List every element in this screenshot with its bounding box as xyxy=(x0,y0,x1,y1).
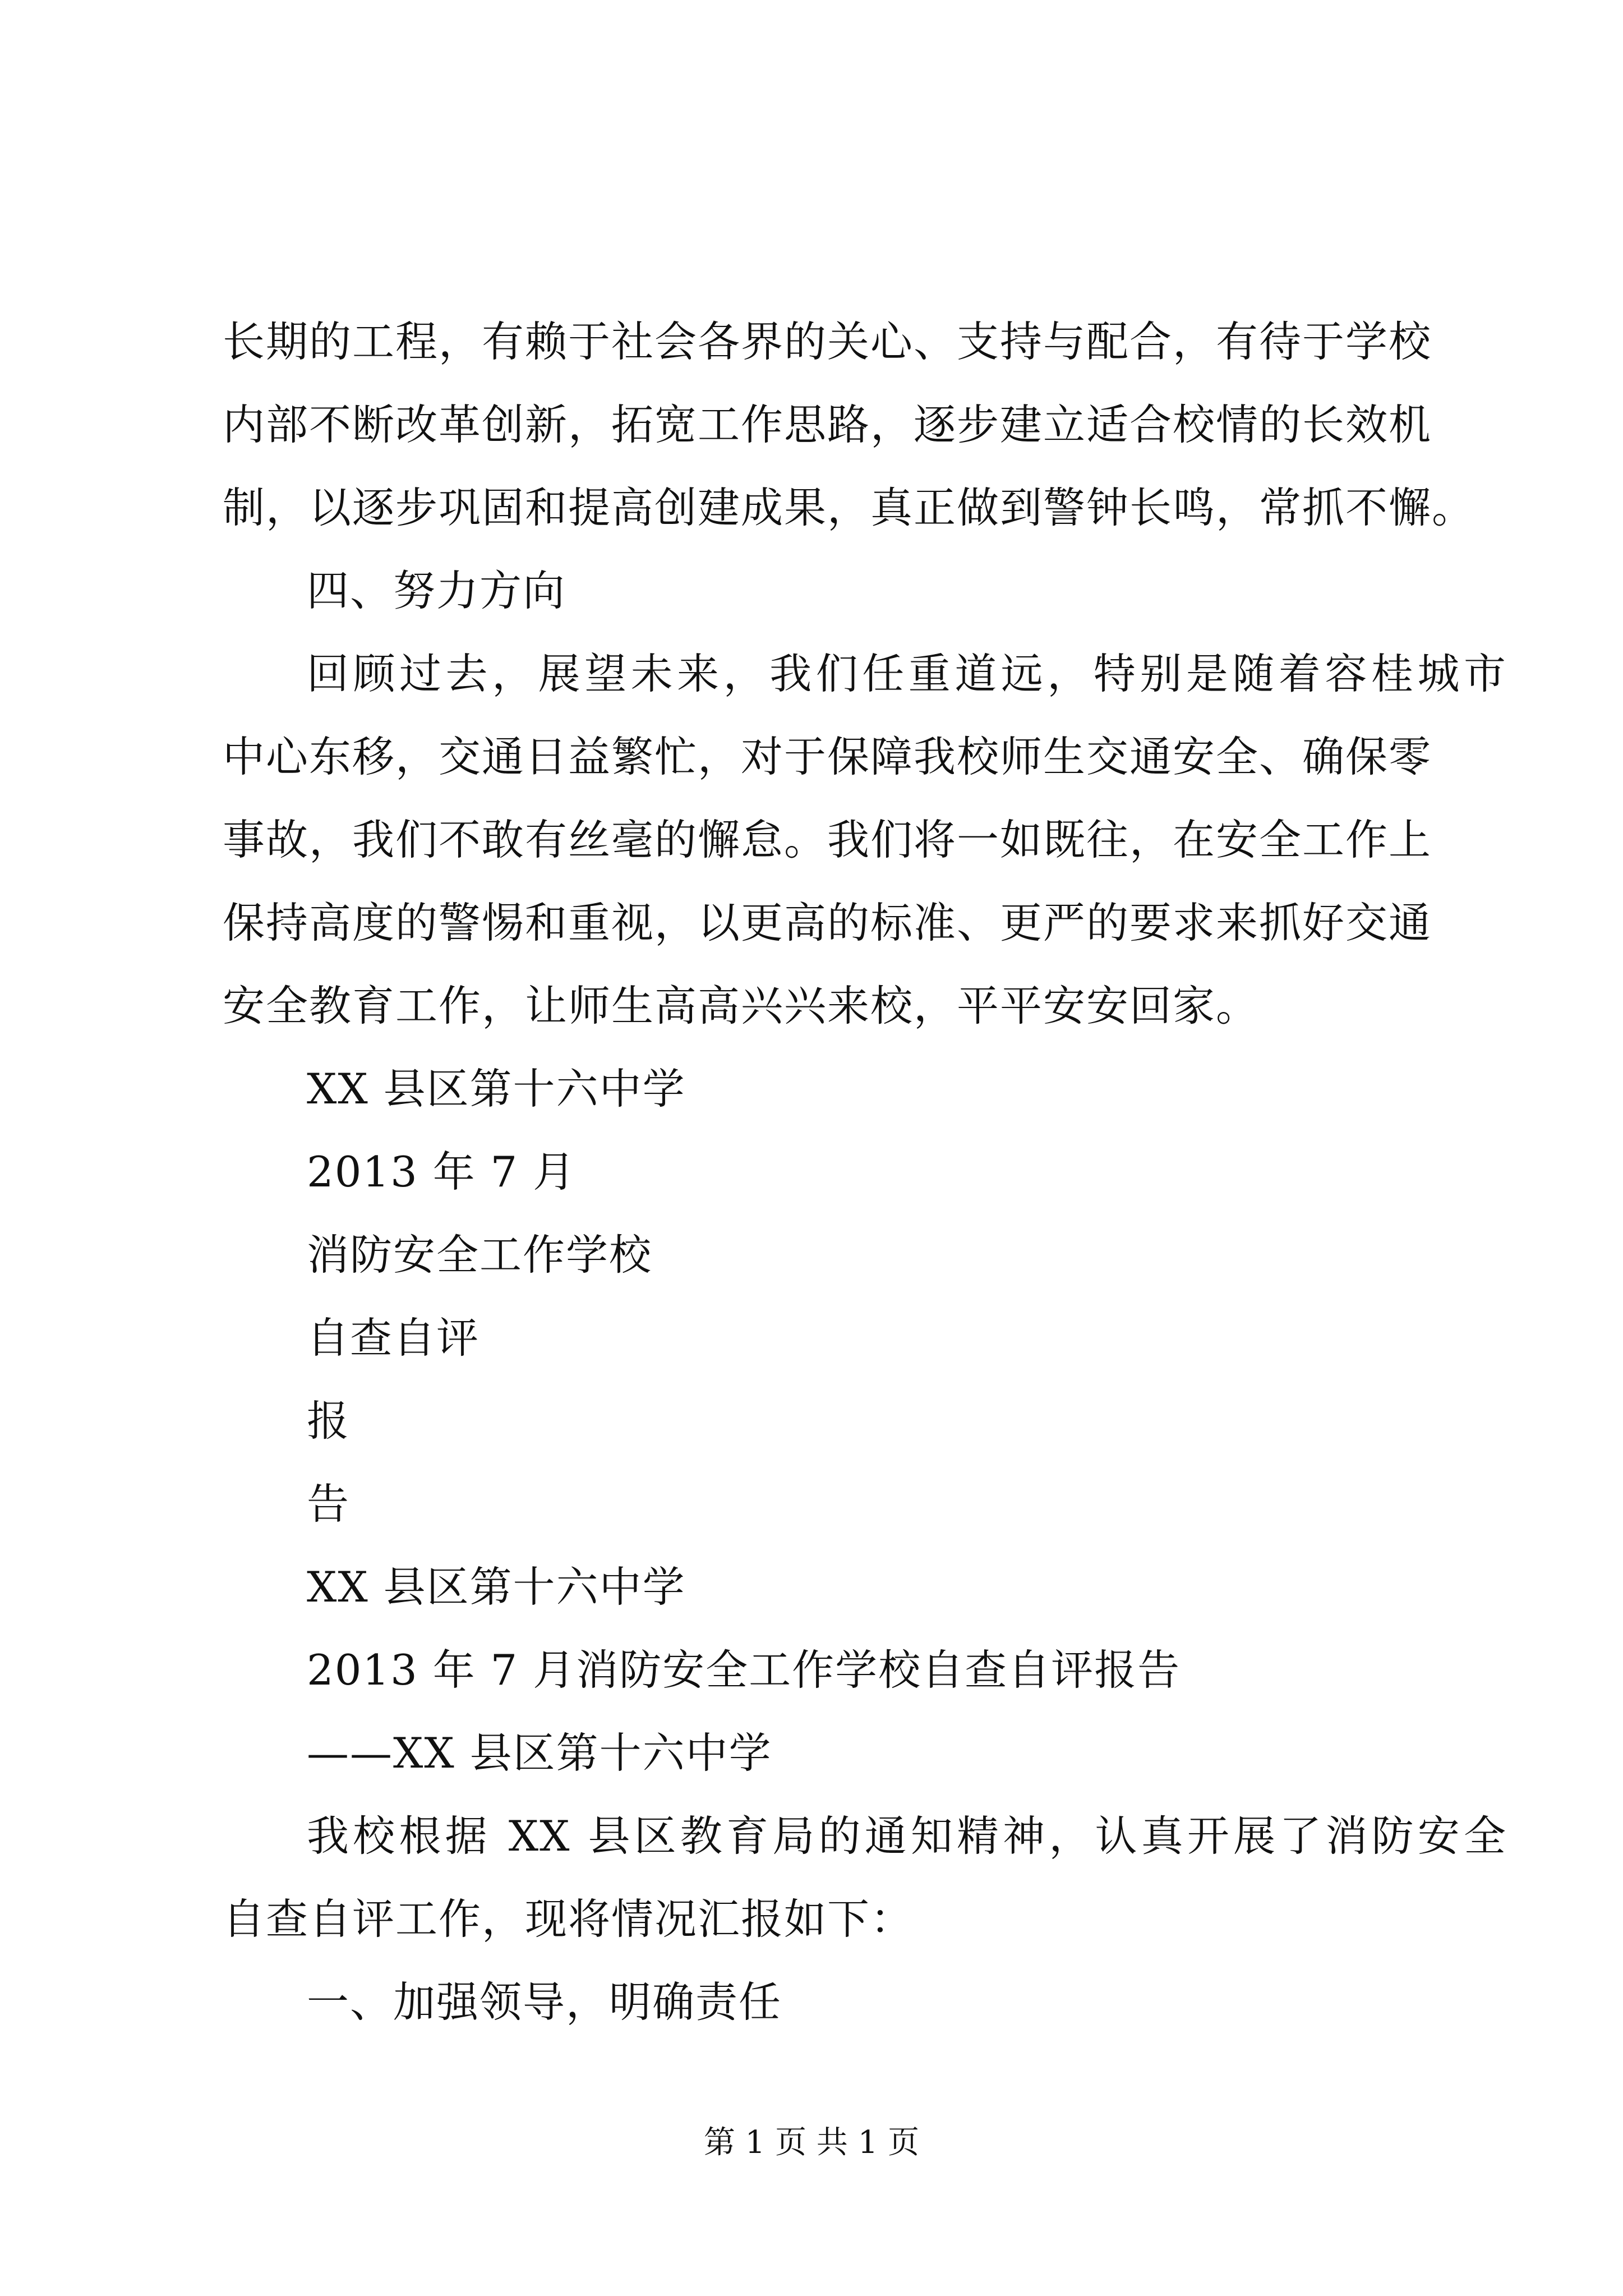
text-line: XX 县区第十六中学 xyxy=(307,1064,686,1114)
text-line: XX 县区第十六中学 xyxy=(307,1562,686,1612)
text-line: 安全教育工作，让师生高高兴兴来校，平平安安回家。 xyxy=(223,981,1260,1030)
text-line: 自查自评 xyxy=(307,1313,480,1363)
text-line: 内部不断改革创新，拓宽工作思路，逐步建立适合校情的长效机 xyxy=(223,400,1432,449)
text-line: 制，以逐步巩固和提高创建成果，真正做到警钟长鸣，常抓不懈。 xyxy=(223,483,1476,532)
text-line: 消防安全工作学校 xyxy=(307,1230,653,1280)
text-line: 报 xyxy=(307,1396,351,1446)
text-line: 四、努力方向 xyxy=(307,566,566,615)
text-line: 中心东移，交通日益繁忙，对于保障我校师生交通安全、确保零 xyxy=(223,732,1432,781)
text-line: 2013 年 7 月消防安全工作学校自查自评报告 xyxy=(307,1645,1181,1695)
text-line: 事故，我们不敢有丝毫的懈怠。我们将一如既往，在安全工作上 xyxy=(223,815,1432,864)
text-line: 一、加强领导，明确责任 xyxy=(307,1977,782,2027)
text-line: 告 xyxy=(307,1479,351,1529)
page-footer: 第 1 页 共 1 页 xyxy=(703,2124,920,2161)
text-line: 长期的工程，有赖于社会各界的关心、支持与配合，有待于学校 xyxy=(223,317,1432,366)
text-line: 自查自评工作，现将情况汇报如下： xyxy=(223,1894,914,1944)
text-line: 回顾过去，展望未来，我们任重道远，特别是随着容桂城市 xyxy=(307,649,1507,698)
text-line: 我校根据 XX 县区教育局的通知精神，认真开展了消防安全 xyxy=(307,1811,1507,1861)
text-line: ——XX 县区第十六中学 xyxy=(307,1728,772,1778)
document-body xyxy=(223,300,1507,2044)
text-line: 保持高度的警惕和重视，以更高的标准、更严的要求来抓好交通 xyxy=(223,898,1432,947)
text-line: 2013 年 7 月 xyxy=(307,1147,577,1197)
